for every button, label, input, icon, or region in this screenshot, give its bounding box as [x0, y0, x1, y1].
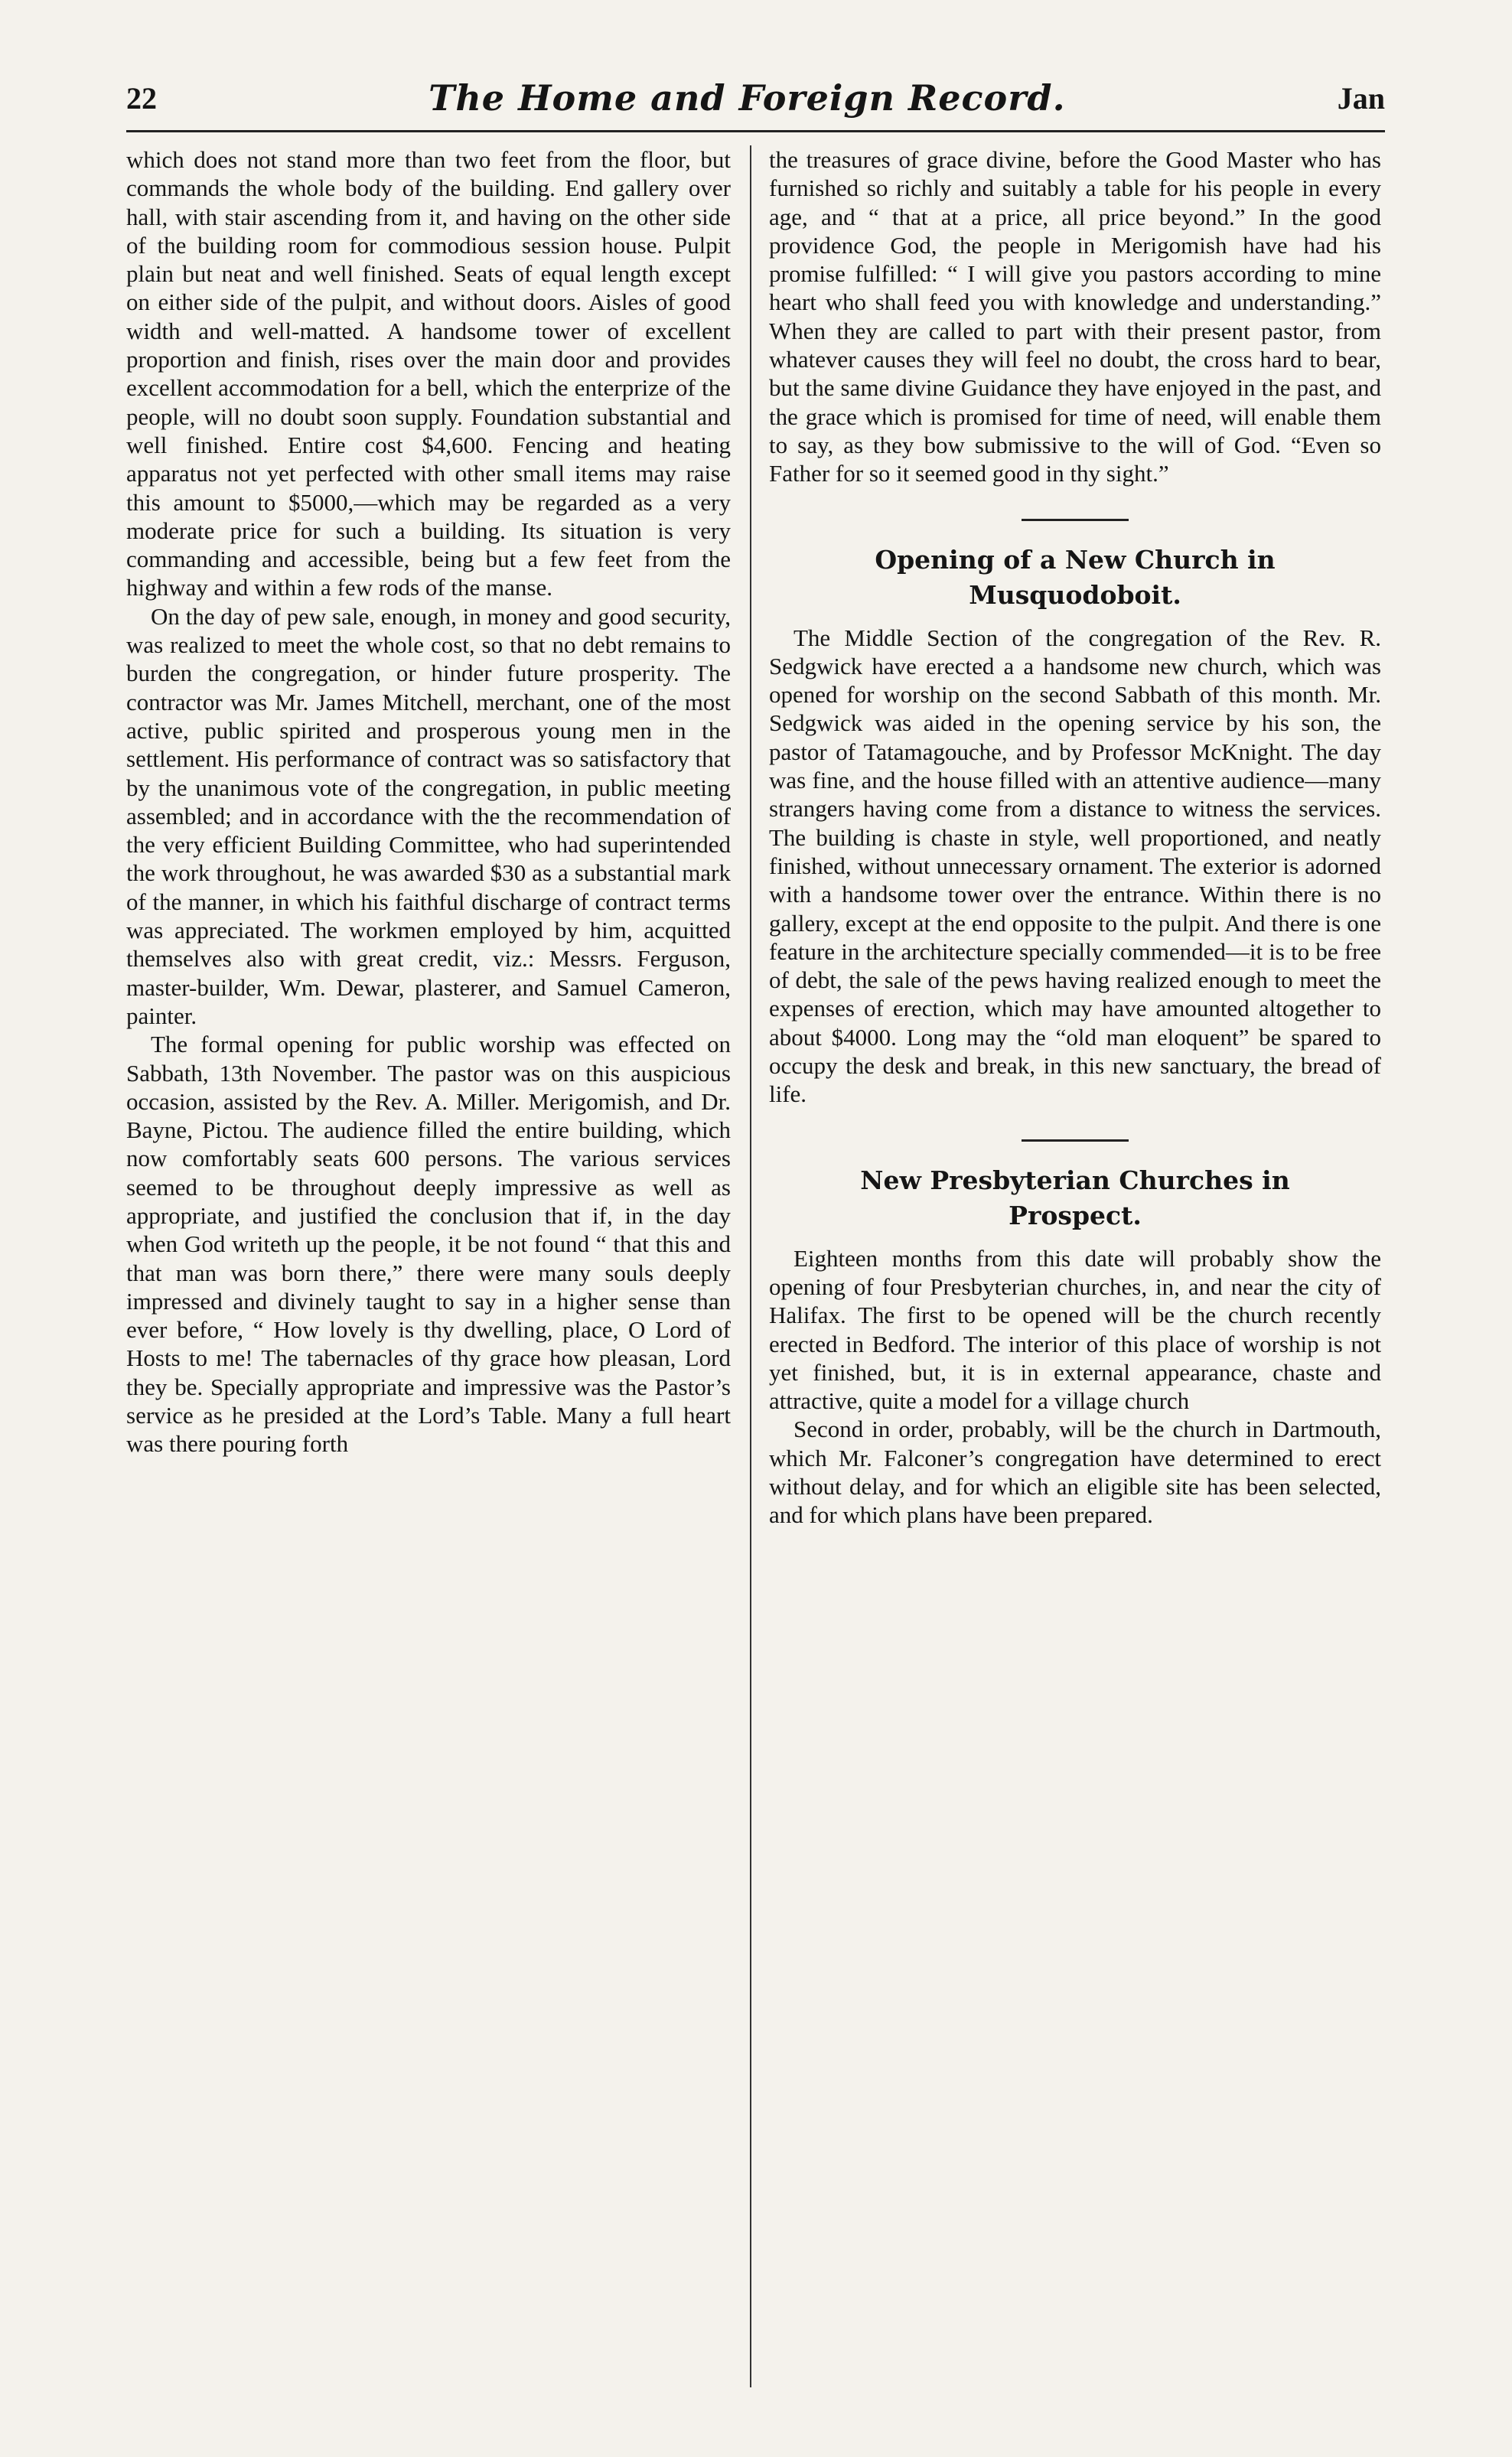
paragraph: The Middle Section of the congregation of the Rev. R. Sedgwick have erected a a handsome new church, which was opened for worship on the second Sabbath of this month. Mr. Sedgwick was aided in the opening service by his son, the pastor of Tatamagouche, and by Professor McKnight. The day was fine, and the house filled with an attentive audience—many strangers having come from a distance to witness the services. The building is chaste in style, well proportioned, and neatly finished, without unnecessary ornament. The exterior is adorned with a handsome tower over the entrance. Within there is no gallery, except at the end opposite to the pulpit. And there is one feature in the architecture specially commended—it is to be free of debt, the sale of the pews having realized enough to meet the expenses of erection, which may have amounted altogether to about $4000. Long may the “old man eloquent” be spared to occupy the desk and break, in this new sanctuary, the bread of life.	[769, 624, 1381, 1108]
left-column	[126, 145, 731, 2410]
journal-title: The Home and Foreign Record.	[429, 77, 1066, 119]
paragraph: which does not stand more than two feet from the floor, but commands the whole body of the building. End gallery over hall, with stair ascending from it, and having on the other side of the building room for commodious session house. Pulpit plain but neat and well finished. Seats of equal length except on either side of the pulpit, and without doors. Aisles of good width and well-matted. A handsome tower of excellent proportion and finish, rises over the main door and provides excellent accommodation for a bell, which the enterprize of the people, will no doubt soon supply. Foundation substantial and well finished. Entire cost $4,600. Fencing and heating apparatus not yet perfected with other small items may raise this amount to $5000,—which may be regarded as a very moderate price for such a building. Its situation is very commanding and accessible, being but a few feet from the highway and within a few rods of the manse.	[126, 146, 731, 601]
page-header	[126, 67, 1385, 129]
column-divider	[750, 145, 751, 2387]
right-column	[769, 145, 1381, 2410]
paragraph: On the day of pew sale, enough, in money and good security, was realized to meet the whole cost, so that no debt remains to burden the congregation, or hinder future prosperity. The contractor was Mr. James Mitchell, merchant, one of the most active, public spirited and prosperous young men in the settlement. His performance of contract was so satisfactory that by the unanimous vote of the congregation, in public meeting assembled; and in accordance with the the recommendation of the very efficient Building Committee, who had superintended the work throughout, he was awarded $30 as a substantial mark of the manner, in which his faithful discharge of contract terms was appreciated. The workmen employed by him, acquitted themselves also with great credit, viz.: Messrs. Ferguson, master-builder, Wm. Dewar, plasterer, and Samuel Cameron, painter.	[126, 602, 731, 1029]
paragraph: The formal opening for public worship was effected on Sabbath, 13th November. The pastor was on this auspicious occasion, assisted by the Rev. A. Miller. Merigomish, and Dr. Bayne, Pictou. The audience filled the entire building, which now comfortably seats 600 persons. The various services seemed to be throughout deeply impressive as well as appropriate, and justified the conclusion that if, in the day when God writeth up the people, it be not found “ that this and that man was born there,” there were many souls deeply impressed and divinely taught to say in a higher sense than ever before, “ How lovely is thy dwelling, place, O Lord of Hosts to me! The tabernacles of thy grace how pleasan, Lord they be. Specially appropriate and impressive was the Pastor’s service as he presided at the Lord’s Table. Many a full heart was there pouring forth	[126, 1031, 731, 1458]
issue-month: Jan	[1337, 80, 1385, 116]
paragraph: Second in order, probably, will be the church in Dartmouth, which Mr. Falconer’s congregation have determined to erect without delay, and for which an eligible site has been selected, and for which plans have been prepared.	[769, 1416, 1381, 1529]
section-heading: Opening of a New Church in Musquodoboit.	[875, 544, 1276, 610]
section-heading: New Presbyterian Churches in Prospect.	[860, 1165, 1290, 1230]
paragraph: the treasures of grace divine, before the Good Master who has furnished so richly and suitably a table for his people in every age, and “ that at a price, all price beyond.” In the good providence God, the people in Merigomish have had his promise fulfilled: “ I will give you pastors according to mine heart who shall feed you with knowledge and understanding.” When they are called to part with their present pastor, from whatever causes they will feel no doubt, the cross hard to bear, but the same divine Guidance they have enjoyed in the past, and the grace which is promised for time of need, will enable them to say, as they bow submissive to the will of God. “Even so Father for so it seemed good in thy sight.”	[769, 146, 1381, 487]
paragraph: Eighteen months from this date will probably show the opening of four Presbyterian churches, in, and near the city of Halifax. The first to be opened will be the church recently erected in Bedford. The interior of this place of worship is not yet finished, but, it is in external appearance, chaste and attractive, quite a model for a village church	[769, 1244, 1381, 1415]
section-divider	[1022, 1139, 1129, 1142]
header-rule	[126, 130, 1385, 132]
page-number: 22	[126, 80, 157, 116]
section-divider	[1022, 519, 1129, 521]
